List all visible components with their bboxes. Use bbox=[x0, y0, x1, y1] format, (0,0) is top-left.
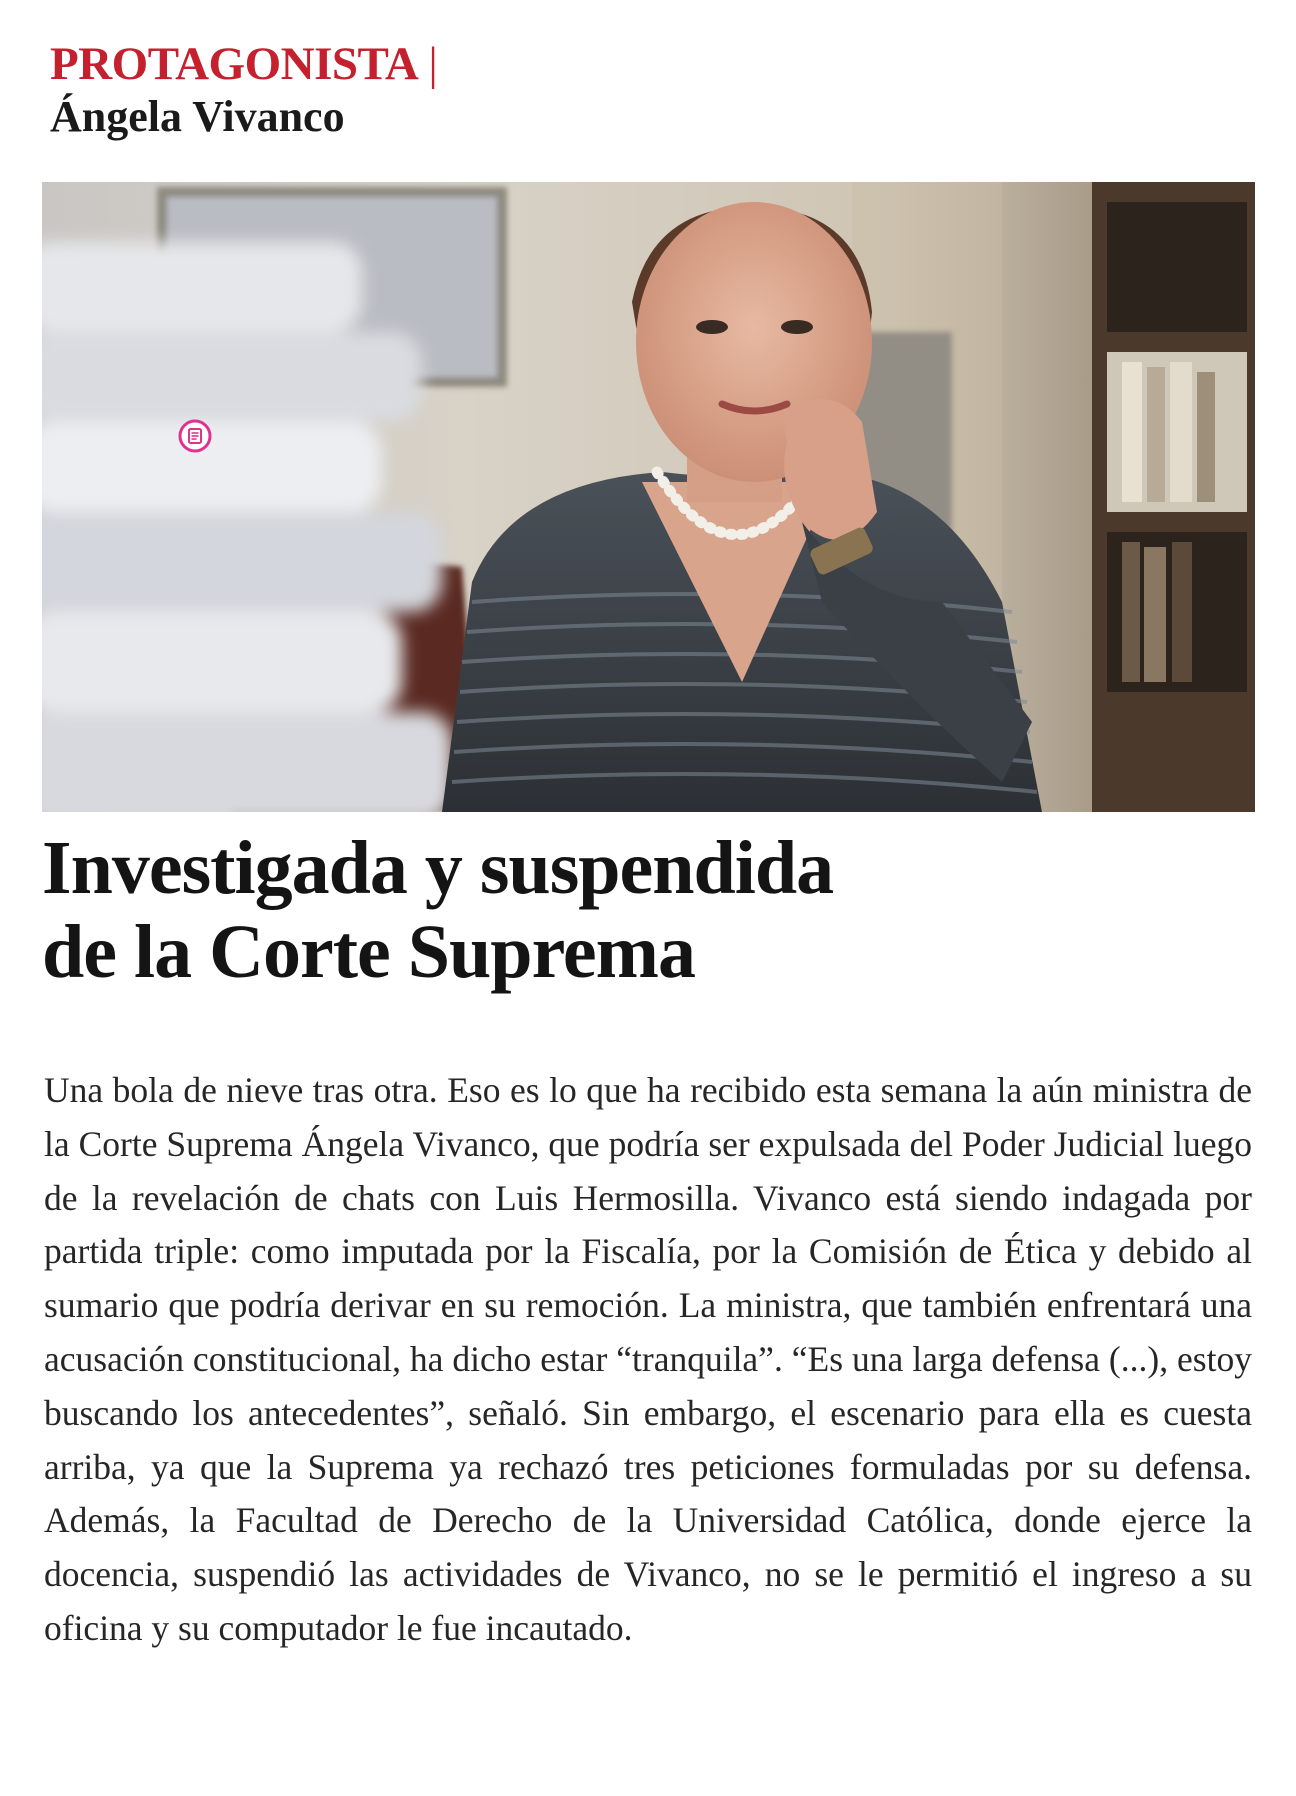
kicker-label: PROTAGONISTA bbox=[50, 38, 419, 90]
article-body: Una bola de nieve tras otra. Eso es lo que ha recibido esta semana la aún ministra de la Corte Suprema Ángela Vivanco, que podría ser expulsada del Poder Judicial luego de la revelación de chats con Luis Hermosilla. Vivanco está siendo indagada por partida triple: como imputada por la Fiscalía, por la Comisión de Ética y debido al sumario que podría derivar en su remoción. La ministra, que también enfrentará una acusación constitucional, ha dicho estar “tranquila”. “Es una larga defensa (...), estoy buscando los antecedentes”, señaló. Sin embargo, el escenario para ella es cuesta arriba, ya que la Suprema ya rechazó tres peticiones formuladas por su defensa. Además, la Facultad de Derecho de la Universidad Católica, donde ejerce la docencia, suspendió las actividades de Vivanco, no se le permitió el ingreso a su oficina y su computador le fue incautado. bbox=[44, 1070, 1252, 1648]
portrait-photo bbox=[42, 182, 1255, 812]
headline-line-2: de la Corte Suprema bbox=[42, 910, 695, 994]
section-kicker bbox=[50, 38, 437, 90]
subject-name: Ángela Vivanco bbox=[50, 92, 345, 141]
article-headline bbox=[42, 826, 1242, 994]
note-marker-icon[interactable] bbox=[178, 419, 212, 453]
headline-line-1: Investigada y suspendida bbox=[42, 826, 834, 910]
kicker-separator: | bbox=[428, 38, 438, 90]
